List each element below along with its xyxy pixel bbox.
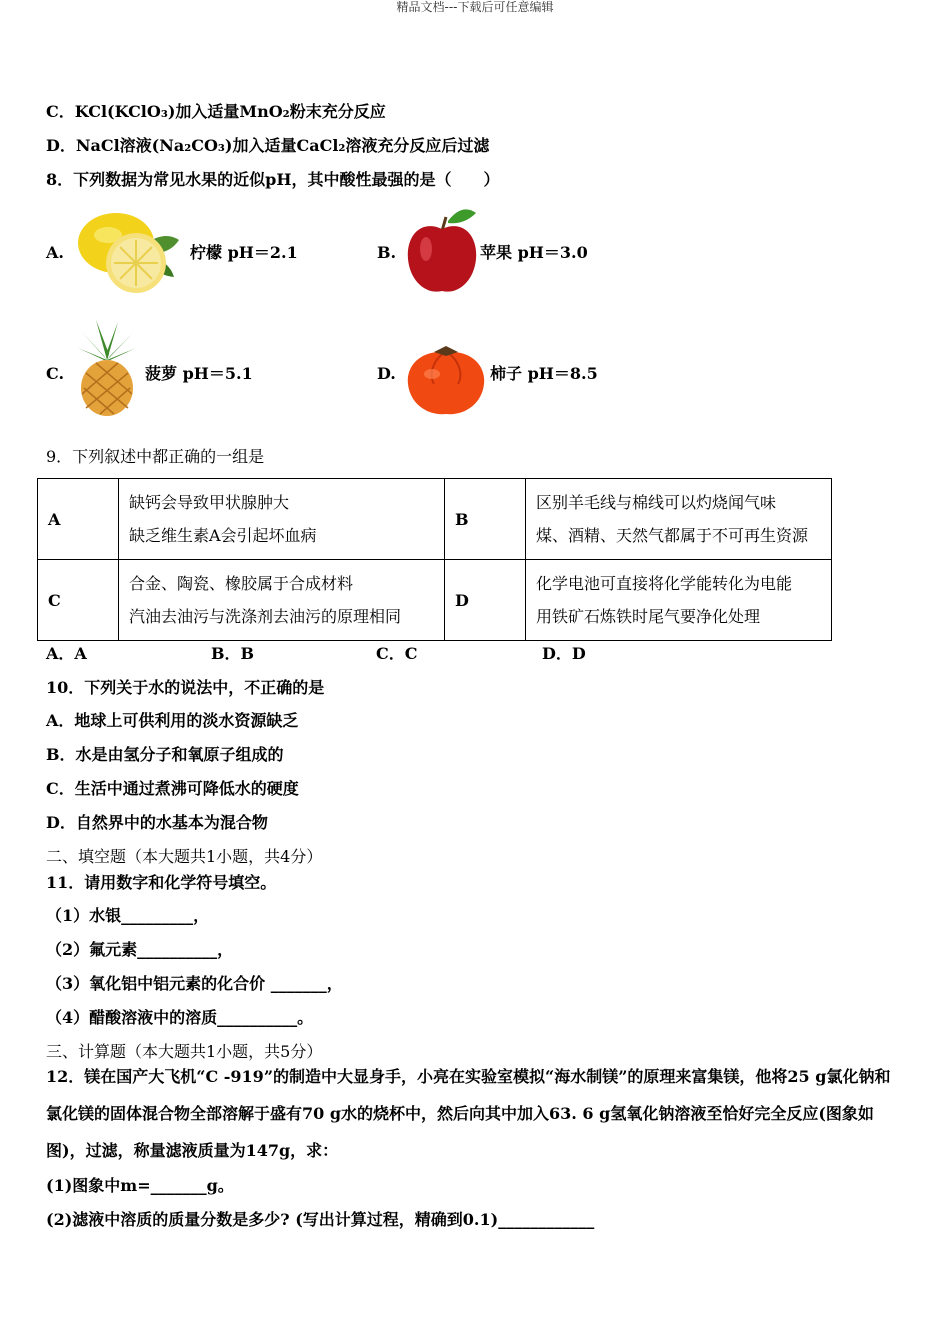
q8-option-b-label: B.	[377, 243, 397, 262]
q9-answer-c: C．C	[376, 644, 418, 663]
q8-option-a-label: A.	[46, 243, 64, 262]
q8-option-c-text: 菠萝 pH＝5.1	[145, 364, 253, 383]
q10-option-b: B．水是由氢分子和氧原子组成的	[46, 745, 284, 764]
q9-answer-a: A．A	[46, 644, 87, 663]
q7-option-c: C．KCl(KClO₃)加入适量MnO₂粉末充分反应	[46, 102, 386, 121]
cell-key: C	[38, 560, 119, 641]
q9-table	[37, 478, 832, 641]
cell-line: 合金、陶瓷、橡胶属于合成材料	[129, 574, 354, 593]
table-row	[38, 560, 832, 641]
q12-line-2: 氯化镁的固体混合物全部溶解于盛有70 g水的烧杯中，然后向其中加入63. 6 g氢氧化钠溶液至恰好完全反应(图象如	[46, 1104, 874, 1123]
q11-item-2: （2）氟元素__________，	[46, 940, 234, 959]
pineapple-icon	[76, 318, 138, 418]
q11-stem: 11．请用数字和化学符号填空。	[46, 873, 277, 892]
section-3-heading: 三、计算题（本大题共1小题，共5分）	[46, 1042, 323, 1061]
cell-line: 用铁矿石炼铁时尾气要净化处理	[536, 607, 761, 626]
q12-line-3: 图)，过滤，称量滤液质量为147g，求：	[46, 1141, 339, 1160]
cell-line: 煤、酒精、天然气都属于不可再生资源	[536, 526, 809, 545]
cell-key: D	[445, 560, 526, 641]
q11-item-1: （1）水银_________，	[46, 906, 210, 925]
cell-key: A	[38, 479, 119, 560]
q12-sub-2: (2)滤液中溶质的质量分数是多少? (写出计算过程，精确到0.1)____________	[46, 1210, 595, 1229]
q8-option-a-text: 柠檬 pH＝2.1	[190, 243, 298, 262]
cell-line: 缺乏维生素A会引起坏血病	[129, 526, 317, 545]
q10-option-d: D．自然界中的水基本为混合物	[46, 813, 268, 832]
q9-answer-d: D．D	[542, 644, 586, 663]
cell-value	[119, 479, 445, 560]
q10-option-a: A．地球上可供利用的淡水资源缺乏	[46, 711, 299, 730]
q8-option-c-label: C.	[46, 364, 65, 383]
cell-value	[526, 479, 832, 560]
q11-item-3: （3）氧化铝中铝元素的化合价 _______，	[46, 974, 343, 993]
cell-line: 缺钙会导致甲状腺肿大	[129, 493, 290, 512]
q8-option-d-label: D.	[377, 364, 396, 383]
q9-answer-b: B．B	[211, 644, 255, 663]
cell-line: 汽油去油污与洗涤剂去油污的原理相同	[129, 607, 402, 626]
q8-stem: 8．下列数据为常见水果的近似pH，其中酸性最强的是（ ）	[46, 170, 500, 189]
persimmon-icon	[404, 344, 488, 420]
q12-sub-1: (1)图象中m=_______g。	[46, 1176, 234, 1195]
cell-line: 区别羊毛线与棉线可以灼烧闻气味	[536, 493, 777, 512]
q7-option-d: D．NaCl溶液(Na₂CO₃)加入适量CaCl₂溶液充分反应后过滤	[46, 136, 490, 155]
section-2-heading: 二、填空题（本大题共1小题，共4分）	[46, 847, 323, 866]
q9-stem: 9．下列叙述中都正确的一组是	[46, 447, 265, 466]
q12-line-1: 12．镁在国产大飞机“C -919”的制造中大显身手，小亮在实验室模拟“海水制镁”的原理来富集镁，他将25 g氯化钠和	[46, 1067, 891, 1086]
apple-icon	[404, 203, 480, 297]
table-row	[38, 479, 832, 560]
cell-value	[119, 560, 445, 641]
q10-stem: 10．下列关于水的说法中，不正确的是	[46, 678, 325, 697]
cell-line: 化学电池可直接将化学能转化为电能	[536, 574, 793, 593]
q11-item-4: （4）醋酸溶液中的溶质__________。	[46, 1008, 314, 1027]
cell-value	[526, 560, 832, 641]
page-header: 精品文档---下载后可任意编辑	[396, 0, 554, 14]
q8-option-d-text: 柿子 pH＝8.5	[490, 364, 598, 383]
q10-option-c: C．生活中通过煮沸可降低水的硬度	[46, 779, 299, 798]
cell-key: B	[445, 479, 526, 560]
q8-option-b-text: 苹果 pH＝3.0	[480, 243, 588, 262]
lemon-icon	[74, 205, 186, 297]
